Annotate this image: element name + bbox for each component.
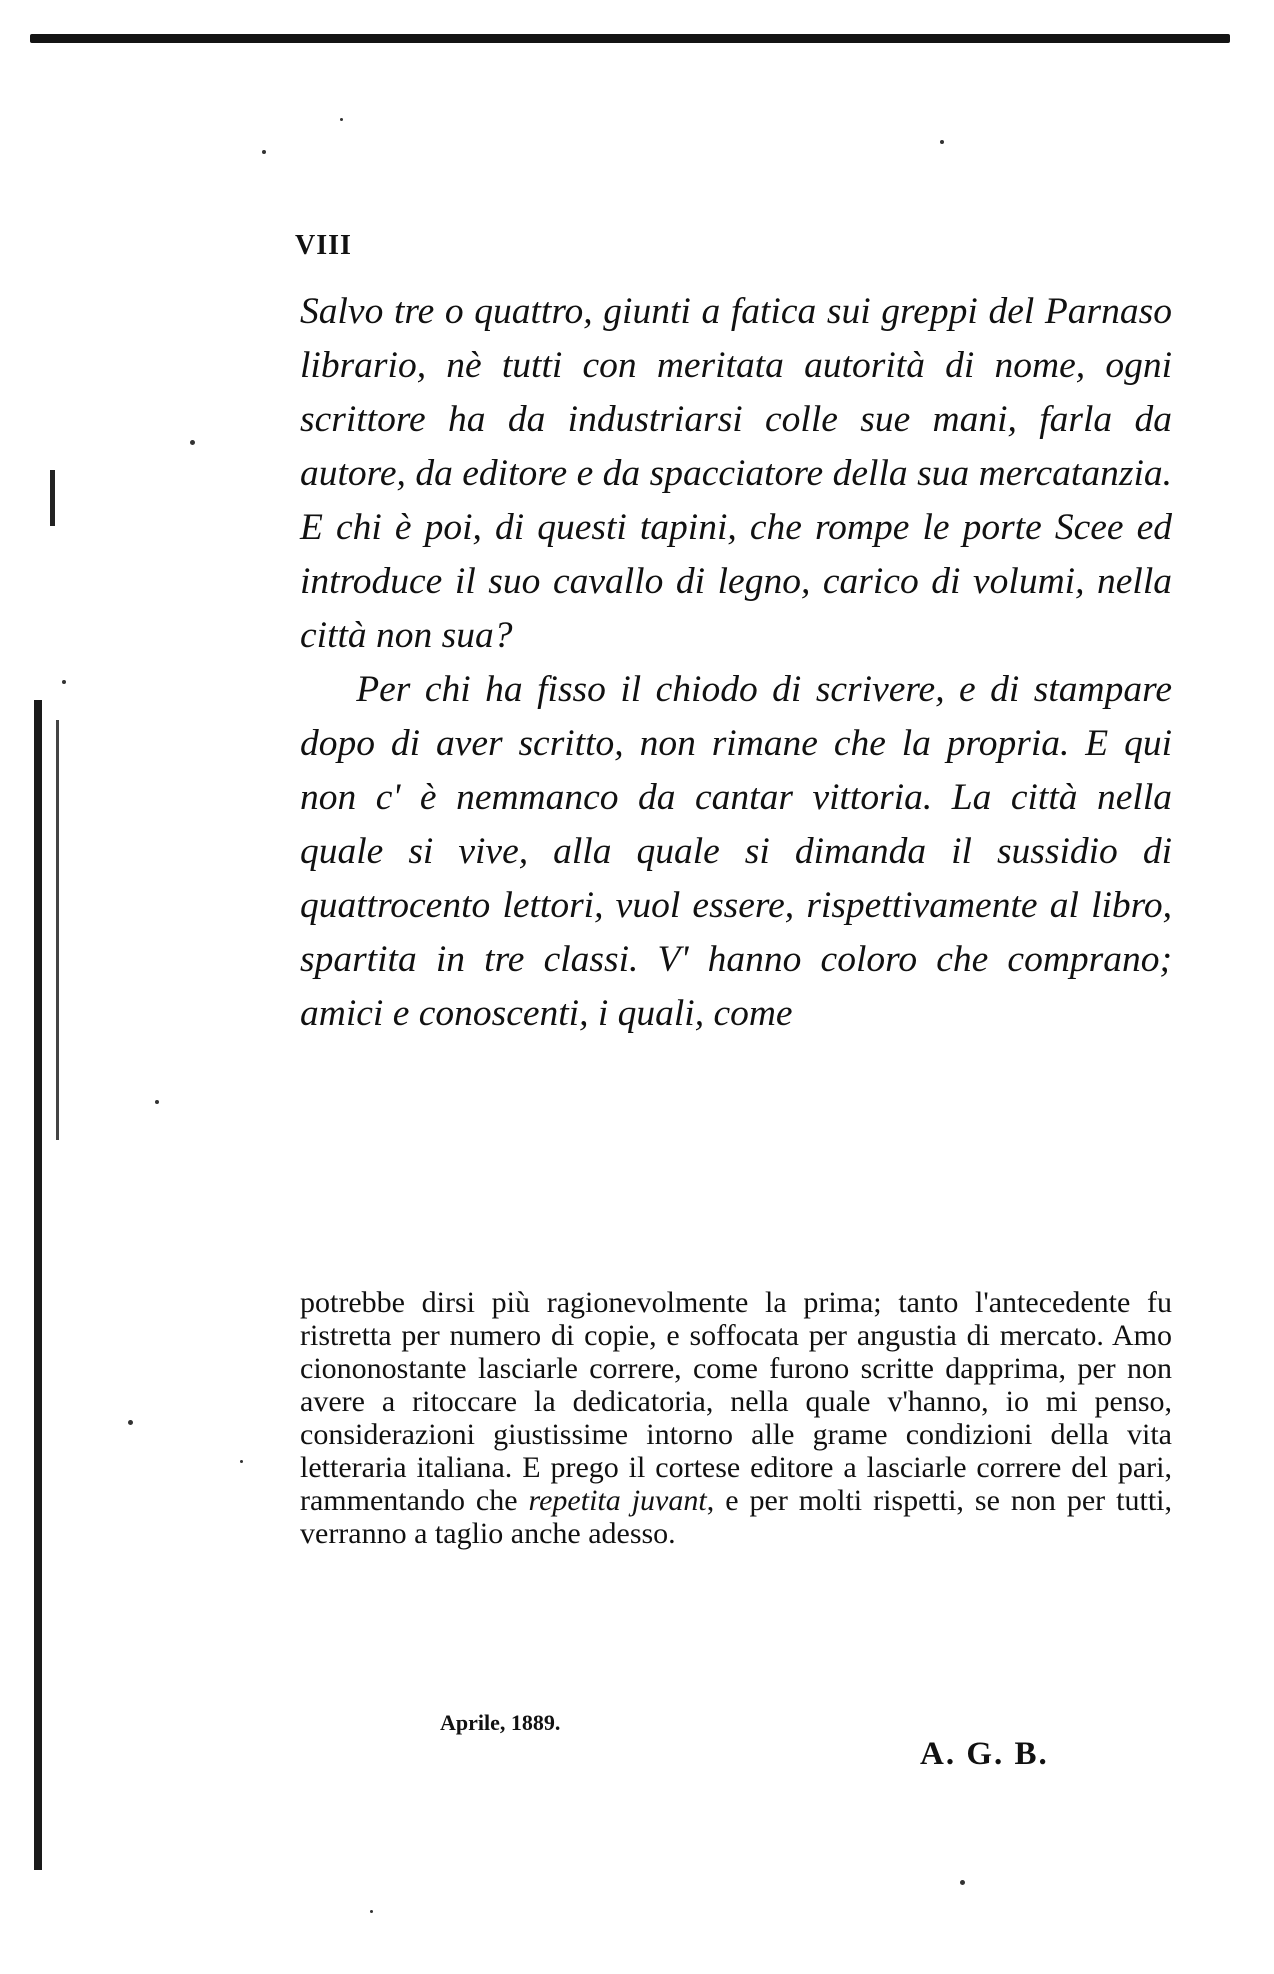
note-text-part: potrebbe dirsi più ragionevolmente la prima; tanto l'antecedente fu ristretta per numero di copie, e soffocata per angustia di mercato. Amo ciononostante lasciarle correre, come furono scritte dapprima, per non avere a ritoccare la dedicatoria, nella quale v'hanno, io mi penso, considerazioni giustissime intorno alle grame condizioni della vita letteraria italiana. E prego il cortese editore a lasciarle correre del pari, rammentando che bbox=[300, 1286, 1172, 1517]
note-text-part: , e per molti rispetti, se non per tutti, verranno a taglio anche adesso. bbox=[300, 1484, 1172, 1550]
note-text bbox=[300, 1286, 1172, 1550]
paragraph: Per chi ha fisso il chiodo di scrivere, e di stampare dopo di aver scritto, non rimane che la propria. E qui non c' è nemmanco da cantar vittoria. La città nella quale si vive, alla quale si dimanda il sussidio di quattrocento lettori, vuol essere, rispettivamente al libro, spartita in tre classi. V' hanno coloro che comprano; amici e conoscenti, i quali, come bbox=[300, 669, 1172, 1034]
page-edge-shadow bbox=[34, 700, 42, 1870]
page-edge-line bbox=[56, 720, 59, 1140]
scan-speck bbox=[240, 1460, 243, 1463]
signature-block bbox=[440, 1710, 1060, 1800]
scan-speck bbox=[62, 680, 66, 684]
top-rule bbox=[30, 34, 1230, 43]
page-number: VIII bbox=[295, 230, 352, 261]
scan-speck bbox=[340, 118, 343, 121]
scan-speck bbox=[960, 1880, 965, 1885]
scan-speck bbox=[155, 1100, 159, 1104]
signature-date: Aprile, 1889. bbox=[440, 1710, 561, 1735]
paragraph: Salvo tre o quattro, giunti a fatica sui greppi del Parnaso librario, nè tutti con meritata autorità di nome, ogni scrittore ha da industriarsi colle sue mani, farla da autore, da editore e da spacciatore della sua mercatanzia. E chi è poi, di questi tapini, che rompe le porte Scee ed introduce il suo cavallo di legno, carico di volumi, nella città non sua? bbox=[300, 291, 1172, 656]
scan-speck bbox=[940, 140, 944, 144]
note-latin-phrase: repetita juvant bbox=[528, 1484, 707, 1517]
scan-speck bbox=[128, 1420, 133, 1425]
scan-speck bbox=[190, 440, 195, 445]
signature-initials: A. G. B. bbox=[920, 1736, 1049, 1772]
margin-mark bbox=[50, 470, 55, 526]
main-text bbox=[300, 285, 1172, 1041]
scan-speck bbox=[262, 150, 266, 154]
scan-speck bbox=[370, 1910, 373, 1913]
